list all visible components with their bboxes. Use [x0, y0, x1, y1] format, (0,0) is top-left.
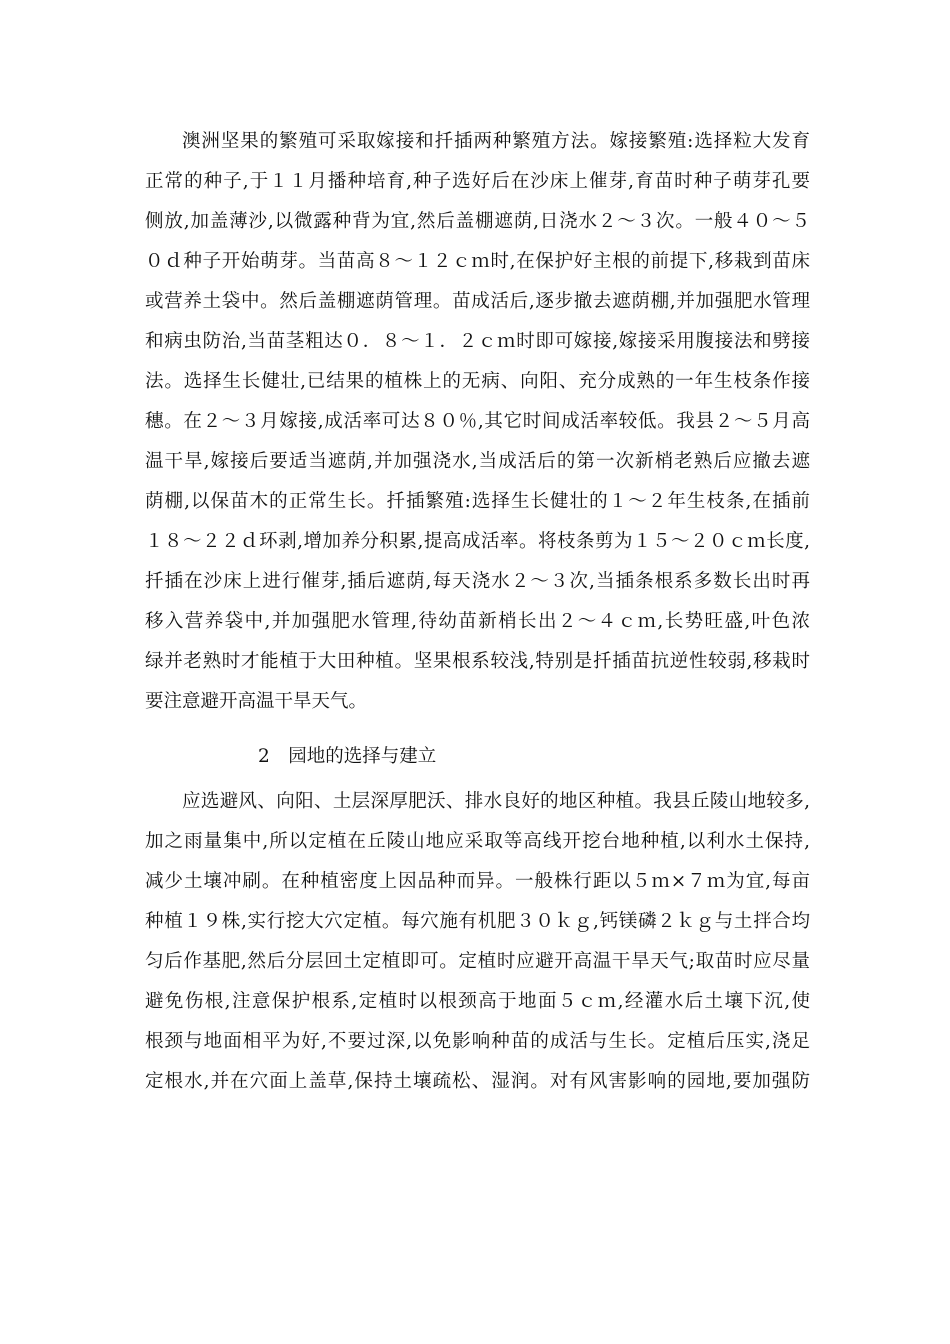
paragraph-1-line-6: 和病虫防治,当苗茎粗达０．８～１．２ｃｍ时即可嫁接,嫁接采用腹接法和劈接 — [145, 331, 810, 352]
paragraph-2-line-5: 匀后作基肥,然后分层回土定植即可。定植时应避开高温干旱天气;取苗时应尽量 — [145, 951, 810, 972]
section-heading: 2 园地的选择与建立 — [258, 746, 437, 767]
paragraph-1-line-5: 或营养土袋中。然后盖棚遮荫管理。苗成活后,逐步撤去遮荫棚,并加强肥水管理 — [145, 291, 810, 312]
paragraph-1-line-9: 温干旱,嫁接后要适当遮荫,并加强浇水,当成活后的第一次新梢老熟后应撤去遮 — [145, 451, 810, 472]
paragraph-2-line-4: 种植１９株,实行挖大穴定植。每穴施有机肥３０ｋｇ,钙镁磷２ｋｇ与土拌合均 — [145, 911, 810, 932]
paragraph-1-line-13: 移入营养袋中,并加强肥水管理,待幼苗新梢长出２～４ｃｍ,长势旺盛,叶色浓 — [145, 611, 810, 632]
paragraph-1-line-15: 要注意避开高温干旱天气。 — [145, 691, 368, 712]
paragraph-2-line-8: 定根水,并在穴面上盖草,保持土壤疏松、湿润。对有风害影响的园地,要加强防 — [145, 1071, 810, 1092]
paragraph-1-line-7: 法。选择生长健壮,已结果的植株上的无病、向阳、充分成熟的一年生枝条作接 — [145, 371, 810, 392]
paragraph-1-line-11: １８～２２ｄ环剥,增加养分积累,提高成活率。将枝条剪为１５～２０ｃｍ长度, — [145, 531, 810, 552]
paragraph-1-line-14: 绿并老熟时才能植于大田种植。坚果根系较浅,特别是扦插苗抗逆性较弱,移栽时 — [145, 651, 810, 672]
paragraph-1-line-4: ０ｄ种子开始萌芽。当苗高８～１２ｃｍ时,在保护好主根的前提下,移栽到苗床 — [145, 251, 810, 272]
paragraph-2-line-1: 应选避风、向阳、土层深厚肥沃、排水良好的地区种植。我县丘陵山地较多, — [182, 791, 810, 812]
paragraph-1-line-1: 澳洲坚果的繁殖可采取嫁接和扦插两种繁殖方法。嫁接繁殖:选择粒大发育 — [182, 131, 810, 152]
paragraph-2-line-2: 加之雨量集中,所以定植在丘陵山地应采取等高线开挖台地种植,以利水土保持, — [145, 831, 810, 852]
paragraph-1-line-12: 扦插在沙床上进行催芽,插后遮荫,每天浇水２～３次,当插条根系多数长出时再 — [145, 571, 810, 592]
paragraph-2-line-6: 避免伤根,注意保护根系,定植时以根颈高于地面５ｃｍ,经灌水后土壤下沉,使 — [145, 991, 810, 1012]
paragraph-1-line-3: 侧放,加盖薄沙,以微露种背为宜,然后盖棚遮荫,日浇水２～３次。一般４０～５ — [145, 211, 810, 232]
paragraph-1-line-8: 穗。在２～３月嫁接,成活率可达８０％,其它时间成活率较低。我县２～５月高 — [145, 411, 810, 432]
paragraph-1-line-2: 正常的种子,于１１月播种培育,种子选好后在沙床上催芽,育苗时种子萌芽孔要 — [145, 171, 810, 192]
paragraph-1-line-10: 荫棚,以保苗木的正常生长。扦插繁殖:选择生长健壮的１～２年生枝条,在插前 — [145, 491, 810, 512]
paragraph-2-line-3: 减少土壤冲刷。在种植密度上因品种而异。一般株行距以５ｍ×７ｍ为宜,每亩 — [145, 871, 810, 892]
paragraph-2-line-7: 根颈与地面相平为好,不要过深,以免影响种苗的成活与生长。定植后压实,浇足 — [145, 1031, 810, 1052]
